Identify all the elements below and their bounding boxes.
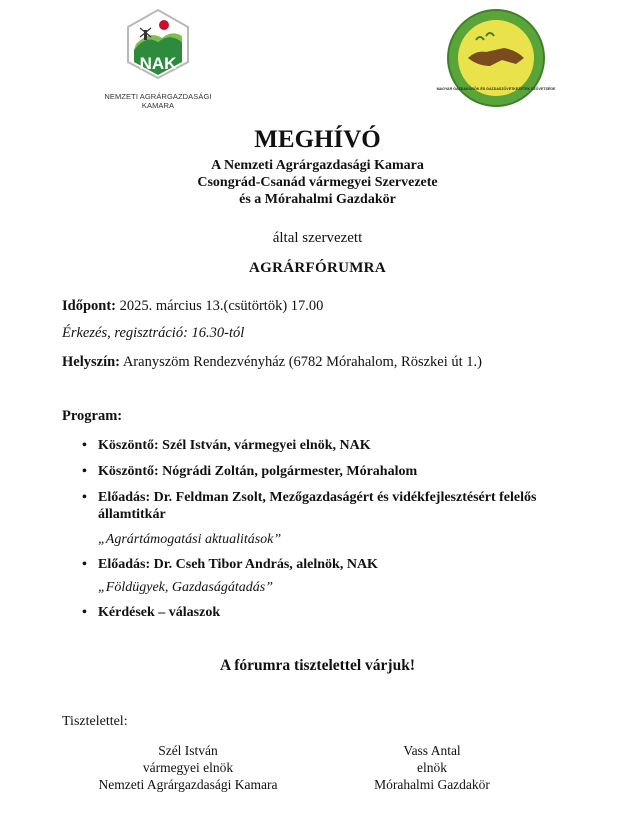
- signature-org: Nemzeti Agrárgazdasági Kamara: [98, 777, 278, 792]
- bullet-icon: •: [82, 490, 87, 505]
- bullet-icon: •: [82, 557, 87, 572]
- organizer-line: Csongrád-Csanád vármegyei Szervezete: [197, 175, 438, 190]
- closing-text: A fórumra tisztelettel várjuk!: [220, 657, 415, 674]
- program-item: [82, 463, 562, 480]
- signature-right: [352, 742, 512, 793]
- nak-caption: NEMZETI AGRÁRGAZDASÁGI KAMARA: [104, 92, 212, 110]
- signature-role: vármegyei elnök: [142, 760, 234, 775]
- bullet-icon: •: [82, 464, 87, 479]
- program-item: [82, 604, 562, 621]
- magosz-logo: [436, 8, 556, 108]
- signature-org: Mórahalmi Gazdakör: [374, 777, 490, 792]
- nak-logo-text: NAK: [139, 54, 177, 73]
- program-label: Program:: [62, 408, 123, 424]
- place-value: Aranyszöm Rendezvényház (6782 Mórahalom, Röszkei út 1.): [122, 354, 483, 370]
- bullet-icon: •: [82, 438, 87, 453]
- program-item-text: Köszöntő: Nógrádi Zoltán, polgármester, Mórahalom: [98, 464, 418, 479]
- regards-text: Tisztelettel:: [62, 714, 128, 729]
- program-item-topic: „Agrártámogatási aktualitások”: [98, 532, 282, 547]
- signature-role: elnök: [417, 760, 447, 775]
- bullet-icon: •: [82, 605, 87, 620]
- signature-name: Szél István: [158, 743, 218, 758]
- organized-by: által szervezett: [272, 230, 363, 246]
- program-item: [82, 437, 562, 454]
- event-name: AGRÁRFÓRUMRA: [249, 260, 386, 276]
- organizers: [0, 157, 635, 208]
- time-line: [62, 298, 323, 315]
- program-item-text: Kérdések – válaszok: [98, 605, 221, 620]
- invitation-title: MEGHÍVÓ: [254, 126, 381, 153]
- program-item-text: Előadás: Dr. Feldman Zsolt, Mezőgazdaságért és vidékfejlesztésért felelős államtitkár: [98, 490, 537, 522]
- program-list: [82, 437, 562, 621]
- place-label: Helyszín:: [62, 354, 120, 370]
- organizer-line: és a Mórahalmi Gazdakör: [239, 192, 396, 207]
- program-item: [82, 489, 562, 523]
- time-value: 2025. március 13.(csütörtök) 17.00: [119, 298, 324, 314]
- program-item: [82, 556, 562, 573]
- arrival-line: Érkezés, regisztráció: 16.30-tól: [62, 325, 245, 341]
- program-item-text: Előadás: Dr. Cseh Tibor András, alelnök, NAK: [98, 557, 378, 572]
- signature-name: Vass Antal: [403, 743, 461, 758]
- program-item-topic: „Földügyek, Gazdaságátadás”: [98, 580, 273, 595]
- place-line: [62, 354, 482, 371]
- signature-left: [78, 742, 298, 793]
- magosz-logo-text: MAGYAR GAZDAKÖRÖK ÉS GAZDASZÖVETKEZETEK SZÖVETSÉGE: [436, 87, 556, 91]
- organizer-line: A Nemzeti Agrárgazdasági Kamara: [211, 158, 424, 173]
- program-item-text: Köszöntő: Szél István, vármegyei elnök, NAK: [98, 438, 371, 453]
- time-label: Időpont:: [62, 298, 116, 314]
